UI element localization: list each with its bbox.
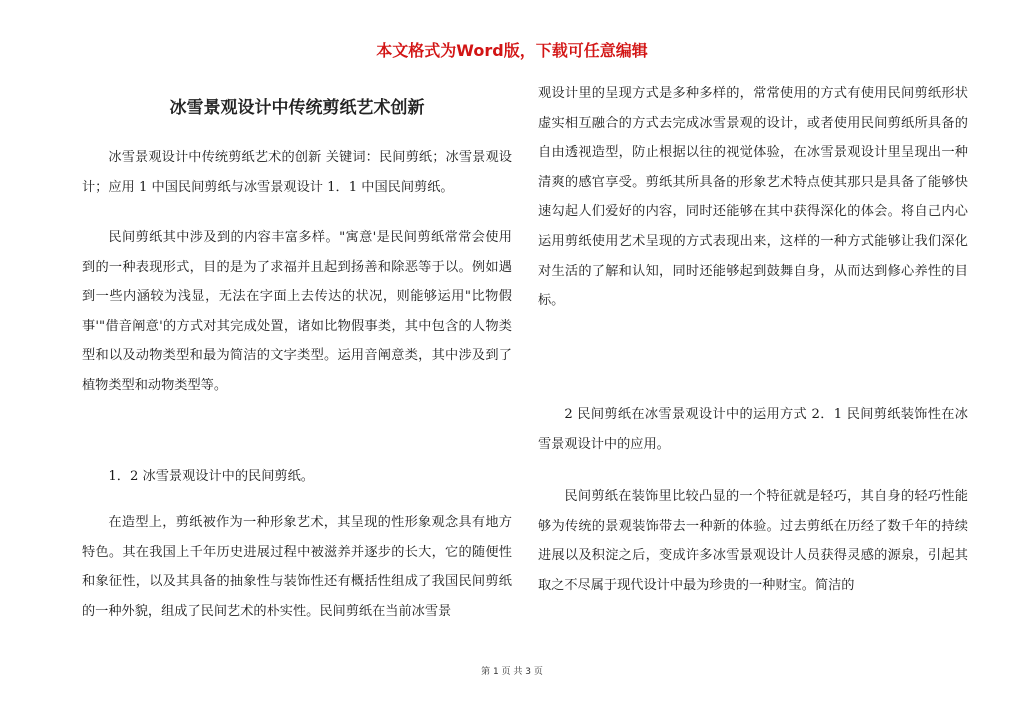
page-number: 第 1 页 共 3 页 bbox=[481, 667, 543, 677]
document-title: 冰雪景观设计中传统剪纸艺术创新 bbox=[169, 98, 425, 118]
right-paragraph-3: 民间剪纸在装饰里比较凸显的一个特征就是轻巧，其自身的轻巧性能够为传统的景观装饰带去一种新的体验。过去剪纸在历经了数千年的持续进展以及积淀之后，变成许多冰雪景观设计人员获得灵感的源泉，引起其取之不尽属于现代设计中最为珍贵的一种财宝。简洁的 bbox=[538, 489, 968, 593]
download-banner: 本文格式为Word版，下载可任意编辑 bbox=[376, 41, 648, 60]
left-paragraph-3: 1．2 冰雪景观设计中的民间剪纸。 bbox=[108, 469, 314, 484]
left-paragraph-2: 民间剪纸其中涉及到的内容丰富多样。"寓意'是民间剪纸常常会使用到的一种表现形式，目的是为了求福并且起到扬善和除恶等于以。例如遇到一些内涵较为浅显，无法在字面上去传达的状况，则能够运用"比物假事'"借音阐意'的方式对其完成处置，诸如比物假事类，其中包含的人物类型和以及动物类型和最为简洁的文字类型。运用音阐意类，其中涉及到了植物类型和动物类型等。 bbox=[82, 230, 512, 393]
right-paragraph-1: 观设计里的呈现方式是多种多样的，常常使用的方式有使用民间剪纸形状虚实相互融合的方式去完成冰雪景观的设计，或者使用民间剪纸所具备的自由透视造型，防止根据以往的视觉体验，在冰雪景观设计里呈现出一种清爽的感官享受。剪纸其所具备的形象艺术特点使其那只是具备了能够快速勾起人们爱好的内容，同时还能够在其中获得深化的体会。将自己内心运用剪纸使用艺术呈现的方式表现出来，这样的一种方式能够让我们深化对生活的了解和认知，同时还能够起到鼓舞自身，从而达到修心养性的目标。 bbox=[538, 86, 968, 309]
right-paragraph-2: 2 民间剪纸在冰雪景观设计中的运用方式 2．1 民间剪纸装饰性在冰雪景观设计中的应用。 bbox=[538, 407, 968, 452]
left-paragraph-4: 在造型上，剪纸被作为一种形象艺术，其呈现的性形象观念具有地方特色。其在我国上千年历史进展过程中被滋养并逐步的长大，它的随便性和象征性，以及其具备的抽象性与装饰性还有概括性组成了我国民间剪纸的一种外貌，组成了民间艺术的朴实性。民间剪纸在当前冰雪景 bbox=[82, 515, 512, 619]
left-paragraph-1: 冰雪景观设计中传统剪纸艺术的创新 关键词：民间剪纸；冰雪景观设计；应用 1 中国民间剪纸与冰雪景观设计 1．1 中国民间剪纸。 bbox=[82, 150, 512, 195]
